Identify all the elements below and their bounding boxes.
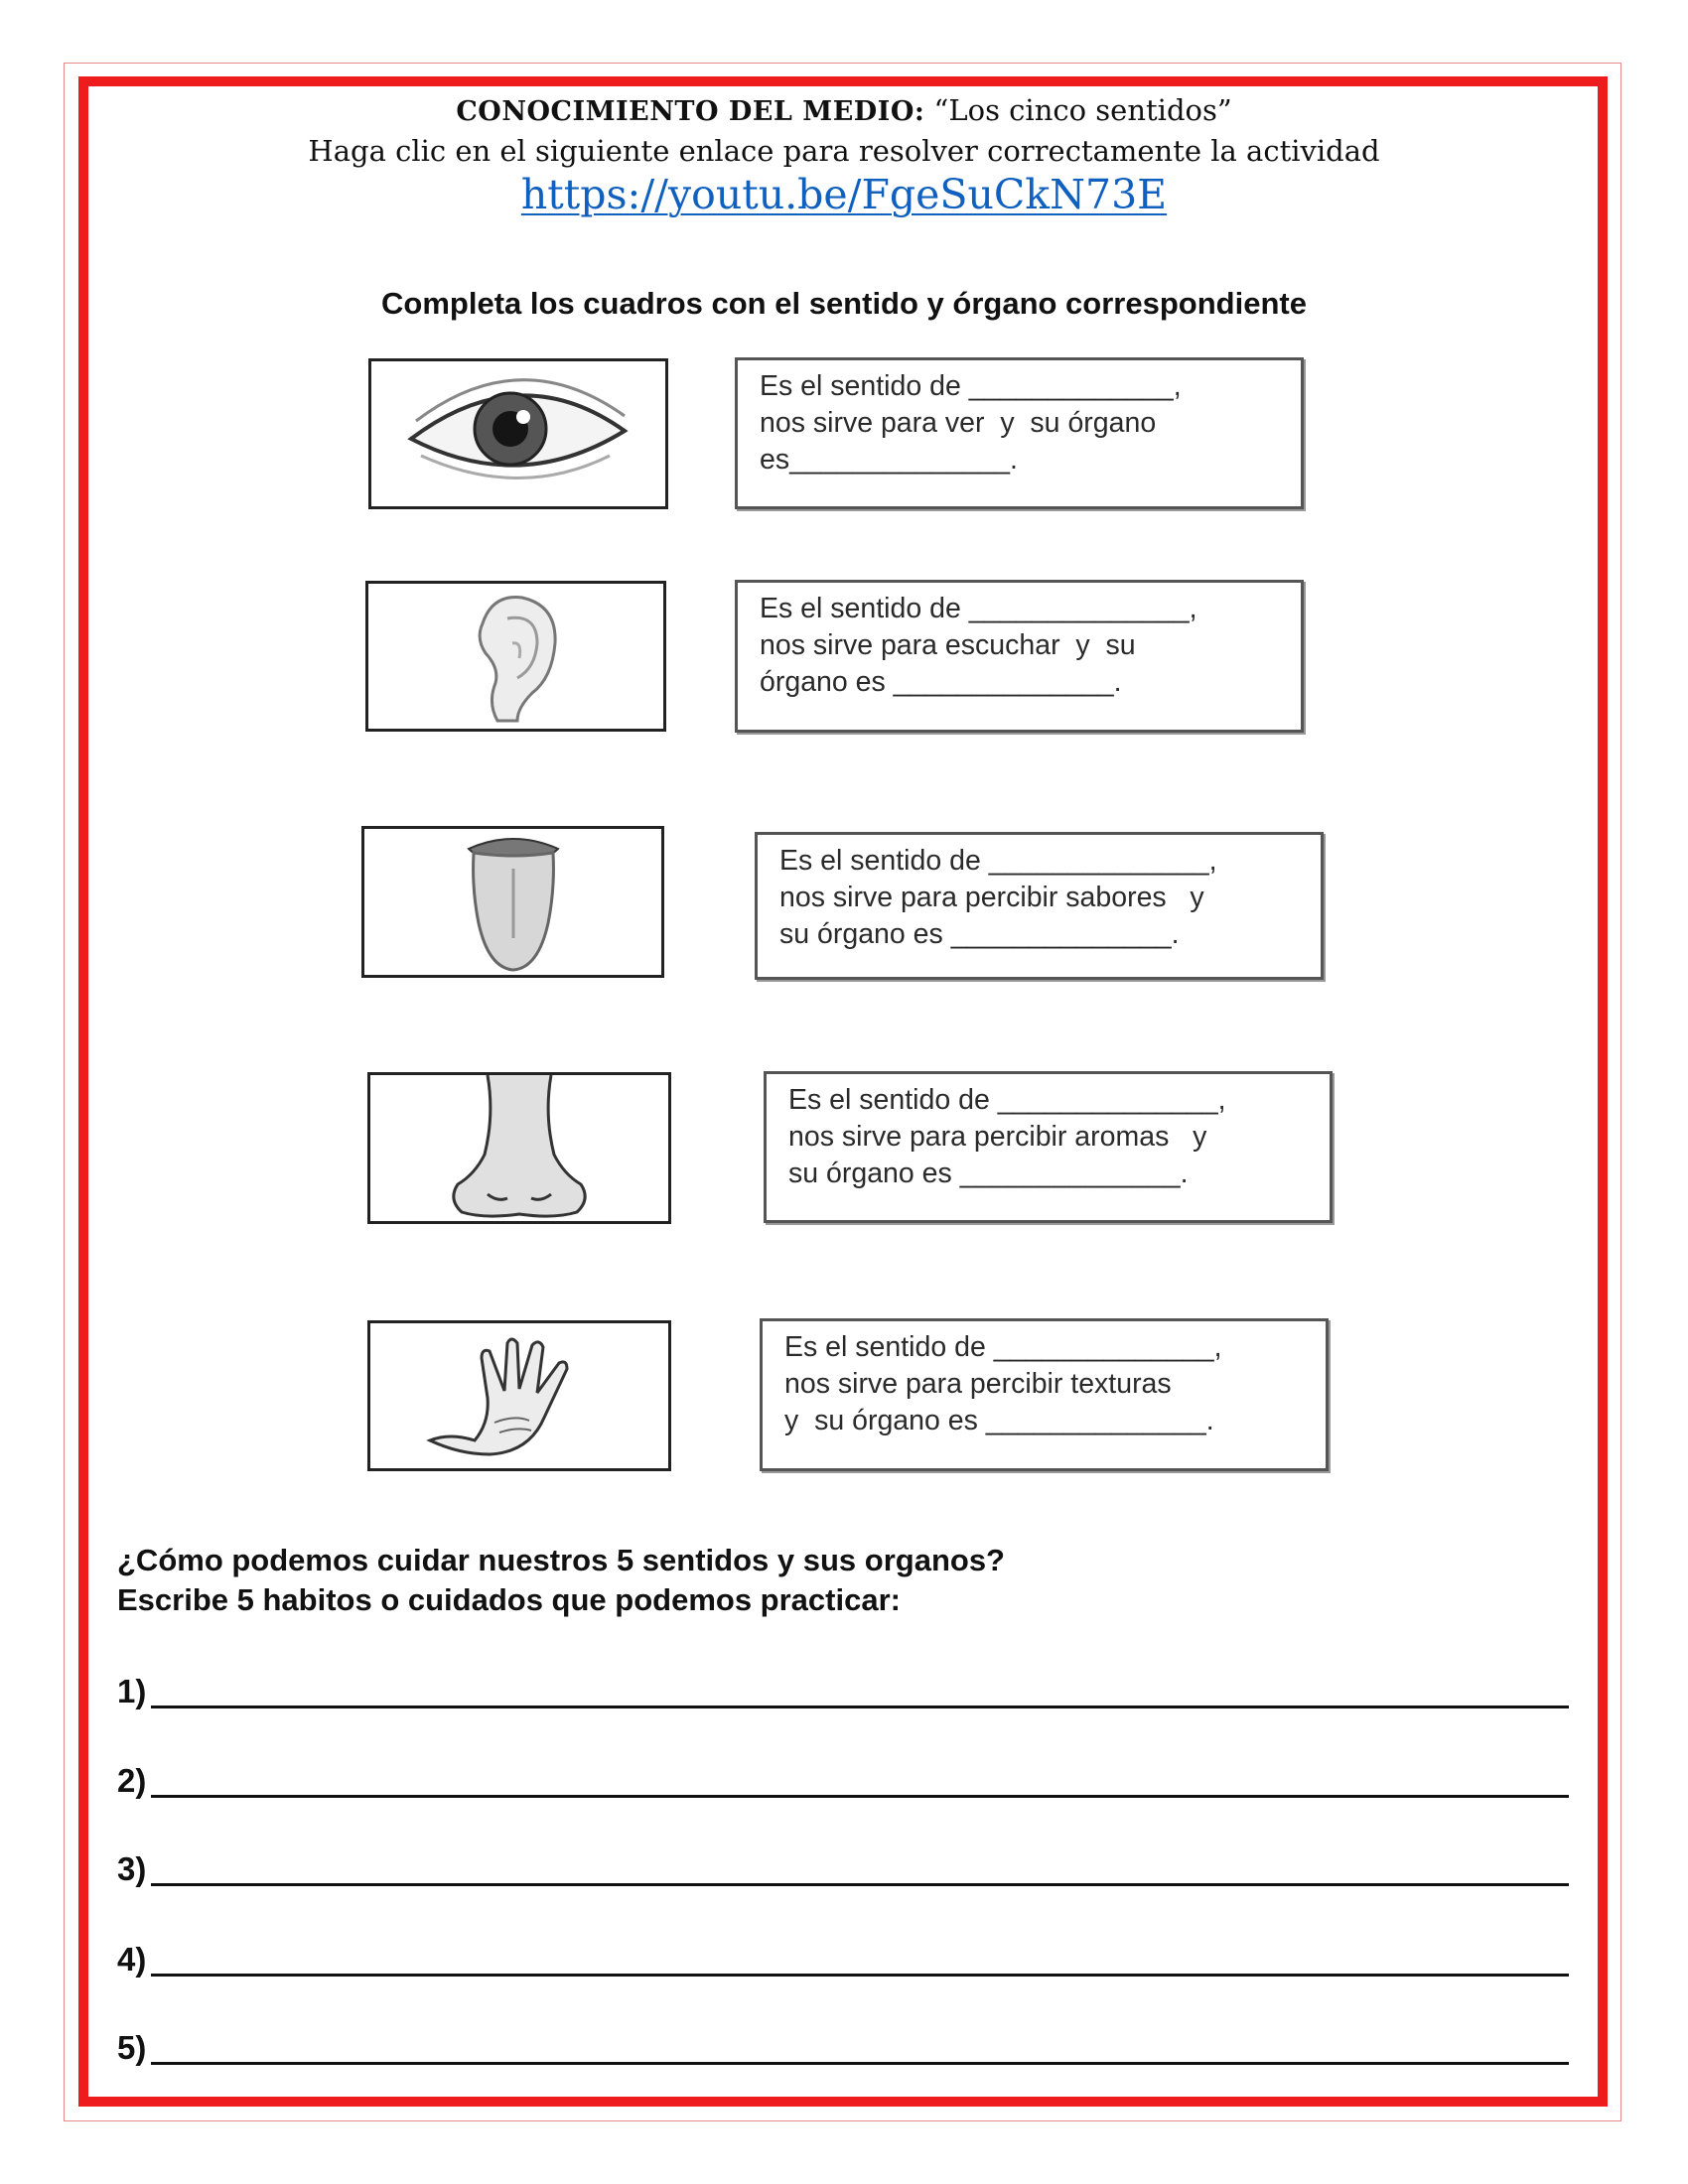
activity-title: Completa los cuadros con el sentido y órgano correspondiente xyxy=(381,286,1307,321)
ear-icon xyxy=(368,584,663,729)
eye-picture-box xyxy=(368,358,668,509)
topic-label: “Los cinco sentidos” xyxy=(933,93,1232,127)
box-line: su órgano es ______________. xyxy=(788,1158,1189,1189)
box-line: órgano es ______________. xyxy=(760,666,1122,698)
nose-picture-box xyxy=(367,1072,671,1224)
ear-text-box xyxy=(735,580,1304,733)
box-line: es______________. xyxy=(760,444,1018,476)
eye-text-box xyxy=(735,357,1304,509)
answer-row-1[interactable] xyxy=(117,1668,1569,1711)
question-block xyxy=(117,1541,1005,1620)
box-line: y su órgano es ______________. xyxy=(784,1405,1214,1436)
box-line: Es el sentido de ______________, xyxy=(784,1331,1222,1363)
tongue-text-box xyxy=(755,832,1324,980)
hand-picture-box xyxy=(367,1320,671,1471)
answer-number: 5) xyxy=(117,2029,147,2066)
box-line: nos sirve para escuchar y su xyxy=(760,629,1136,661)
answer-line[interactable] xyxy=(151,1883,1569,1886)
ear-picture-box xyxy=(365,581,666,732)
answer-line[interactable] xyxy=(151,2062,1569,2065)
answer-number: 3) xyxy=(117,1850,147,1887)
header-link-wrap xyxy=(0,171,1688,218)
answer-row-5[interactable] xyxy=(117,2024,1569,2068)
box-line: nos sirve para percibir sabores y xyxy=(779,882,1204,913)
hand-text-box xyxy=(760,1318,1329,1471)
box-line: Es el sentido de ______________, xyxy=(788,1084,1226,1116)
nose-text-box xyxy=(764,1071,1333,1223)
box-line: nos sirve para percibir aromas y xyxy=(788,1121,1207,1153)
box-line: Es el sentido de _____________, xyxy=(760,370,1182,402)
answer-number: 1) xyxy=(117,1673,147,1709)
eye-icon xyxy=(371,361,665,506)
answer-line[interactable] xyxy=(151,1795,1569,1798)
box-line: su órgano es ______________. xyxy=(779,918,1180,950)
answer-row-3[interactable] xyxy=(117,1845,1569,1889)
box-line: nos sirve para ver y su órgano xyxy=(760,407,1157,439)
answer-row-2[interactable] xyxy=(117,1757,1569,1801)
answer-number: 2) xyxy=(117,1762,147,1799)
question-line-2: Escribe 5 habitos o cuidados que podemos practicar: xyxy=(117,1582,901,1617)
video-link[interactable]: https://youtu.be/FgeSuCkN73E xyxy=(520,171,1168,218)
box-line: nos sirve para percibir texturas xyxy=(784,1368,1172,1400)
tongue-picture-box xyxy=(361,826,664,978)
header-title xyxy=(0,93,1688,127)
hand-icon xyxy=(370,1323,668,1468)
question-line-1: ¿Cómo podemos cuidar nuestros 5 sentidos y sus organos? xyxy=(117,1543,1005,1577)
box-line: Es el sentido de ______________, xyxy=(760,593,1197,624)
nose-icon xyxy=(370,1075,668,1221)
header-instruction: Haga clic en el siguiente enlace para resolver correctamente la actividad xyxy=(308,134,1380,168)
answer-row-4[interactable] xyxy=(117,1936,1569,1979)
subject-label: CONOCIMIENTO DEL MEDIO: xyxy=(456,96,925,127)
answer-line[interactable] xyxy=(151,1706,1569,1708)
answer-line[interactable] xyxy=(151,1974,1569,1977)
tongue-icon xyxy=(364,829,661,975)
box-line: Es el sentido de ______________, xyxy=(779,845,1217,877)
answer-number: 4) xyxy=(117,1941,147,1978)
